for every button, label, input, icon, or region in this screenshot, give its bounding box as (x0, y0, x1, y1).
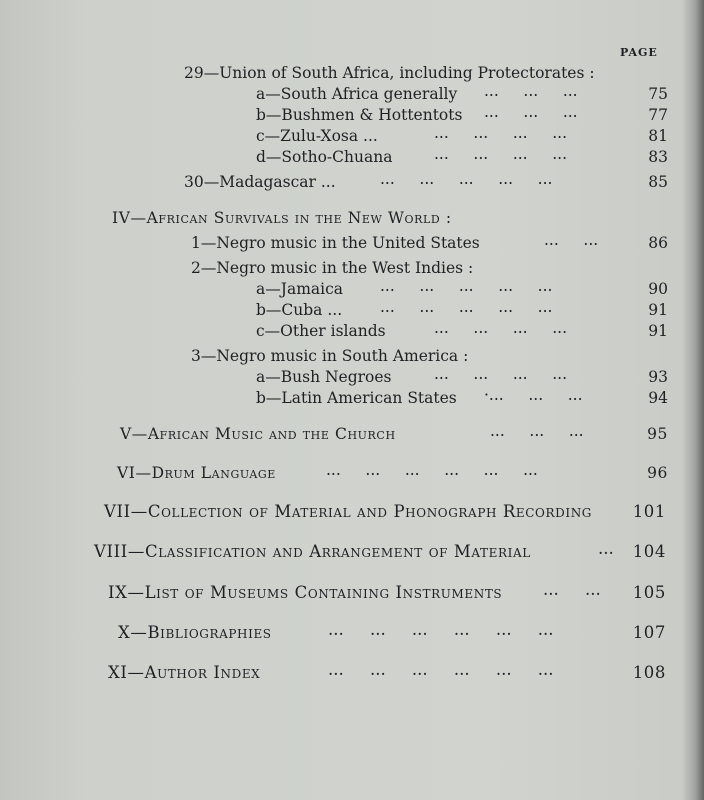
toc-entry (0, 366, 704, 388)
toc-entry-page: 83 (648, 148, 668, 166)
toc-entry-label: a—South Africa generally (256, 85, 458, 103)
toc-section-label: X—Bibliographies (118, 623, 272, 642)
toc-entry-page: 91 (648, 301, 668, 319)
toc-entry-label: b—Cuba ... (256, 301, 343, 319)
toc-entry-page: 94 (648, 389, 668, 407)
page-column-heading: PAGE (620, 46, 658, 59)
toc-entry-leader: ... ... ... (484, 82, 578, 100)
toc-section-leader: ... ... (543, 580, 601, 599)
toc-entry (0, 232, 704, 254)
toc-section-label: VIII—Classification and Arrangement of Material (94, 542, 531, 561)
toc-entry (0, 320, 704, 342)
toc-entry-page: 81 (648, 127, 668, 145)
toc-section-label: VII—Collection of Material and Phonograph Recording (104, 502, 592, 521)
toc-entry (0, 125, 704, 147)
toc-entry-label: a—Jamaica (256, 280, 344, 298)
toc-section-page: 105 (632, 583, 666, 602)
toc-entry-leader: ... ... ... ... ... (380, 298, 553, 316)
toc-entry (0, 257, 704, 279)
toc-section (0, 541, 704, 563)
toc-section-leader: ... (598, 539, 614, 558)
toc-entry-label: a—Bush Negroes (256, 368, 392, 386)
toc-entry-page: 93 (648, 368, 668, 386)
toc-entry-leader: ... ... ... (484, 103, 578, 121)
toc-entry (0, 171, 704, 193)
toc-entry (0, 299, 704, 321)
toc-section-label: XI—Author Index (108, 663, 261, 682)
toc-section-page: 104 (632, 542, 666, 561)
toc-entry-page: 75 (648, 85, 668, 103)
toc-entry (0, 387, 704, 409)
toc-entry-page: 77 (648, 106, 668, 124)
toc-entry (0, 62, 704, 84)
toc-section-page: 96 (647, 464, 668, 482)
toc-section-page: 101 (632, 502, 666, 521)
toc-entry (0, 146, 704, 168)
toc-section-label: VI—Drum Language (117, 464, 276, 482)
toc-entry-label: 2—Negro music in the West Indies : (191, 259, 474, 277)
toc-entry-leader: ... ... ... ... (434, 365, 568, 383)
toc-entry-label: b—Latin American States (256, 389, 457, 407)
toc-entry-page: 90 (648, 280, 668, 298)
toc-entry-leader: ... ... ... ... ... (380, 277, 553, 295)
toc-entry-leader: ... ... (544, 231, 599, 249)
toc-entry-label: 29—Union of South Africa, including Protectorates : (184, 64, 595, 82)
toc-entry-label: 30—Madagascar ... (184, 173, 336, 191)
toc-section (0, 501, 704, 523)
toc-entry-label: b—Bushmen & Hottentots (256, 106, 463, 124)
toc-section-leader: ... ... ... ... ... ... (328, 620, 554, 639)
toc-section-leader: ... ... ... ... ... ... (326, 461, 538, 479)
toc-section-leader: ... ... ... (490, 422, 584, 440)
toc-entry (0, 278, 704, 300)
toc-entry-leader: ... ... ... ... (434, 319, 568, 337)
toc-section-label: IV—African Survivals in the New World : (112, 209, 452, 227)
toc-entry-page: 86 (648, 234, 668, 252)
toc-section (0, 423, 704, 445)
toc-entry-label: 1—Negro music in the United States (191, 234, 480, 252)
toc-entry-leader: ... ... ... ... ... (380, 170, 553, 188)
toc-entry-page: 91 (648, 322, 668, 340)
toc-section-page: 107 (632, 623, 666, 642)
toc-entry (0, 104, 704, 126)
toc-entry-label: c—Other islands (256, 322, 386, 340)
toc-section-leader: ... ... ... ... ... ... (328, 660, 554, 679)
toc-entry-label: c—Zulu-Xosa ... (256, 127, 378, 145)
toc-section-label: V—African Music and the Church (120, 425, 396, 443)
toc-entry-page: 85 (648, 173, 668, 191)
toc-section (0, 462, 704, 484)
toc-entry-leader: ... ... ... ... (434, 124, 568, 142)
toc-entry (0, 345, 704, 367)
toc-entry-leader: ·... ... ... (484, 386, 583, 404)
toc-section-label: IX—List of Museums Containing Instruments (108, 583, 503, 602)
toc-section (0, 622, 704, 644)
toc-entry-label: d—Sotho-Chuana (256, 148, 393, 166)
toc-section (0, 582, 704, 604)
toc-section-page: 95 (647, 425, 668, 443)
toc-section (0, 207, 704, 229)
toc-entry-leader: ... ... ... ... (434, 145, 568, 163)
toc-section-page: 108 (632, 663, 666, 682)
toc-entry (0, 83, 704, 105)
toc-section (0, 662, 704, 684)
toc-entry-label: 3—Negro music in South America : (191, 347, 469, 365)
